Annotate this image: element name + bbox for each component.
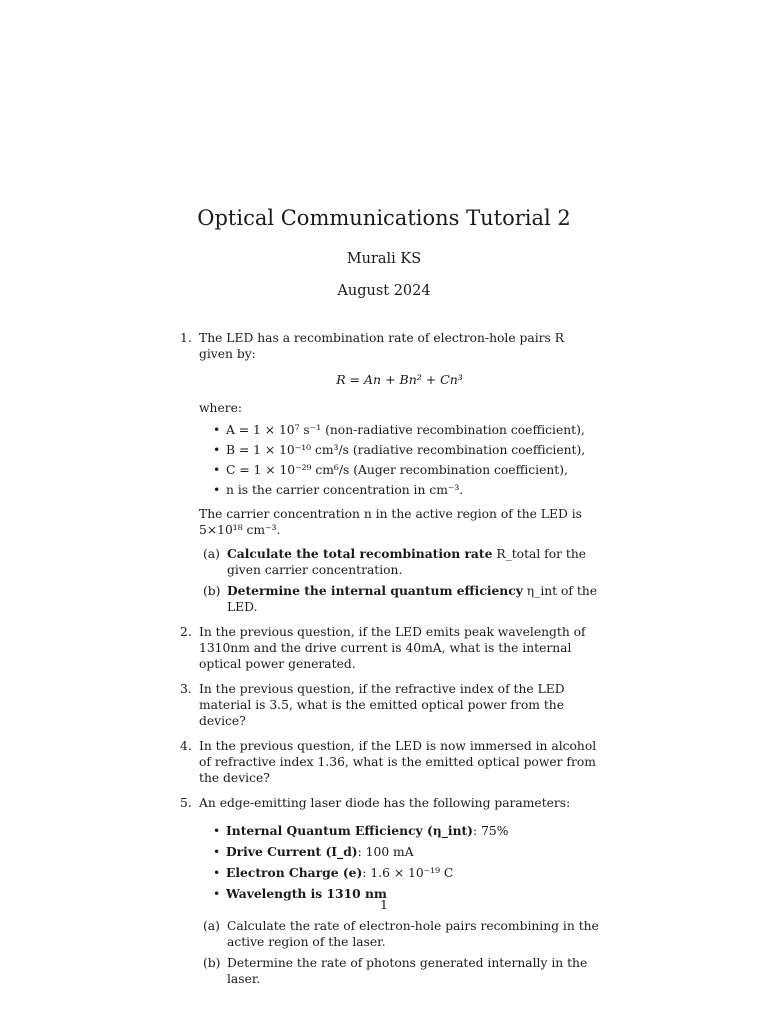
laser-parameter-list	[199, 823, 600, 902]
bullet-icon: •	[213, 423, 221, 437]
question-text: In the previous question, if the LED is now immersed in alcohol of refractive index 1.36, what is the emitted optical power from the device?	[199, 739, 597, 785]
bullet-icon: •	[213, 443, 221, 457]
subquestion-bold-text: Calculate the total recombination rate	[227, 546, 493, 561]
coefficient-list	[199, 422, 600, 498]
list-item: • B = 1 × 10⁻¹⁰ cm³/s (radiative recombination coefficient),	[213, 443, 586, 457]
question-number: 5.	[180, 796, 192, 810]
subquestion-label: (b)	[203, 956, 221, 970]
question-list	[180, 330, 600, 987]
bullet-icon: •	[213, 824, 221, 838]
subquestion-b	[203, 955, 600, 987]
where-label: where:	[199, 401, 243, 415]
question-2	[180, 624, 600, 672]
question-number: 2.	[180, 625, 192, 639]
question-text: In the previous question, if the LED emits peak wavelength of 1310nm and the drive current is 40mA, what is the internal optical power generated.	[199, 625, 586, 671]
subquestion-text: R_total for the given carrier concentration.	[227, 547, 587, 577]
list-item: • Drive Current (I_d): 100 mA	[213, 844, 414, 859]
question-4	[180, 738, 600, 786]
subquestion-list	[199, 546, 600, 615]
subquestion-a	[203, 918, 600, 950]
bullet-icon: •	[213, 463, 221, 477]
document-title: Optical Communications Tutorial 2	[197, 206, 571, 230]
carrier-concentration-text: The carrier concentration n in the active region of the LED is 5×10¹⁸ cm⁻³.	[199, 507, 582, 537]
bullet-icon: •	[213, 887, 221, 901]
subquestion-text: η_int of the LED.	[227, 584, 598, 614]
list-item: • n is the carrier concentration in cm⁻³.	[213, 483, 464, 497]
question-5	[180, 795, 600, 987]
list-item: • A = 1 × 10⁷ s⁻¹ (non-radiative recombination coefficient),	[213, 423, 585, 437]
subquestion-bold-text: Determine the internal quantum efficiency	[227, 583, 523, 598]
question-number: 4.	[180, 739, 192, 753]
subquestion-list	[199, 918, 600, 987]
question-intro: The LED has a recombination rate of electron-hole pairs R given by:	[199, 331, 565, 361]
bullet-icon: •	[213, 845, 221, 859]
question-number: 1.	[180, 331, 192, 345]
page-number: 1	[380, 897, 388, 912]
subquestion-text: Calculate the rate of electron-hole pairs recombining in the active region of the laser.	[227, 919, 599, 949]
subquestion-a	[203, 546, 600, 578]
subquestion-label: (b)	[203, 584, 221, 598]
bullet-icon: •	[213, 866, 221, 880]
question-3	[180, 681, 600, 729]
subquestion-label: (a)	[203, 919, 220, 933]
recombination-equation: R = An + Bn² + Cn³	[336, 372, 463, 387]
list-item: • Wavelength is 1310 nm	[213, 886, 387, 901]
list-item: • Internal Quantum Efficiency (η_int): 75%	[213, 823, 509, 838]
question-text: In the previous question, if the refractive index of the LED material is 3.5, what is the emitted optical power from the device?	[199, 682, 565, 728]
question-1	[180, 330, 600, 615]
subquestion-text: Determine the rate of photons generated internally in the laser.	[227, 956, 588, 986]
list-item: • Electron Charge (e): 1.6 × 10⁻¹⁹ C	[213, 865, 454, 880]
question-number: 3.	[180, 682, 192, 696]
document-date: August 2024	[337, 283, 431, 299]
list-item: • C = 1 × 10⁻²⁹ cm⁶/s (Auger recombination coefficient),	[213, 463, 568, 477]
question-intro: An edge-emitting laser diode has the following parameters:	[199, 796, 571, 810]
subquestion-label: (a)	[203, 547, 220, 561]
bullet-icon: •	[213, 483, 221, 497]
subquestion-b	[203, 583, 600, 615]
author-name: Murali KS	[346, 251, 422, 267]
